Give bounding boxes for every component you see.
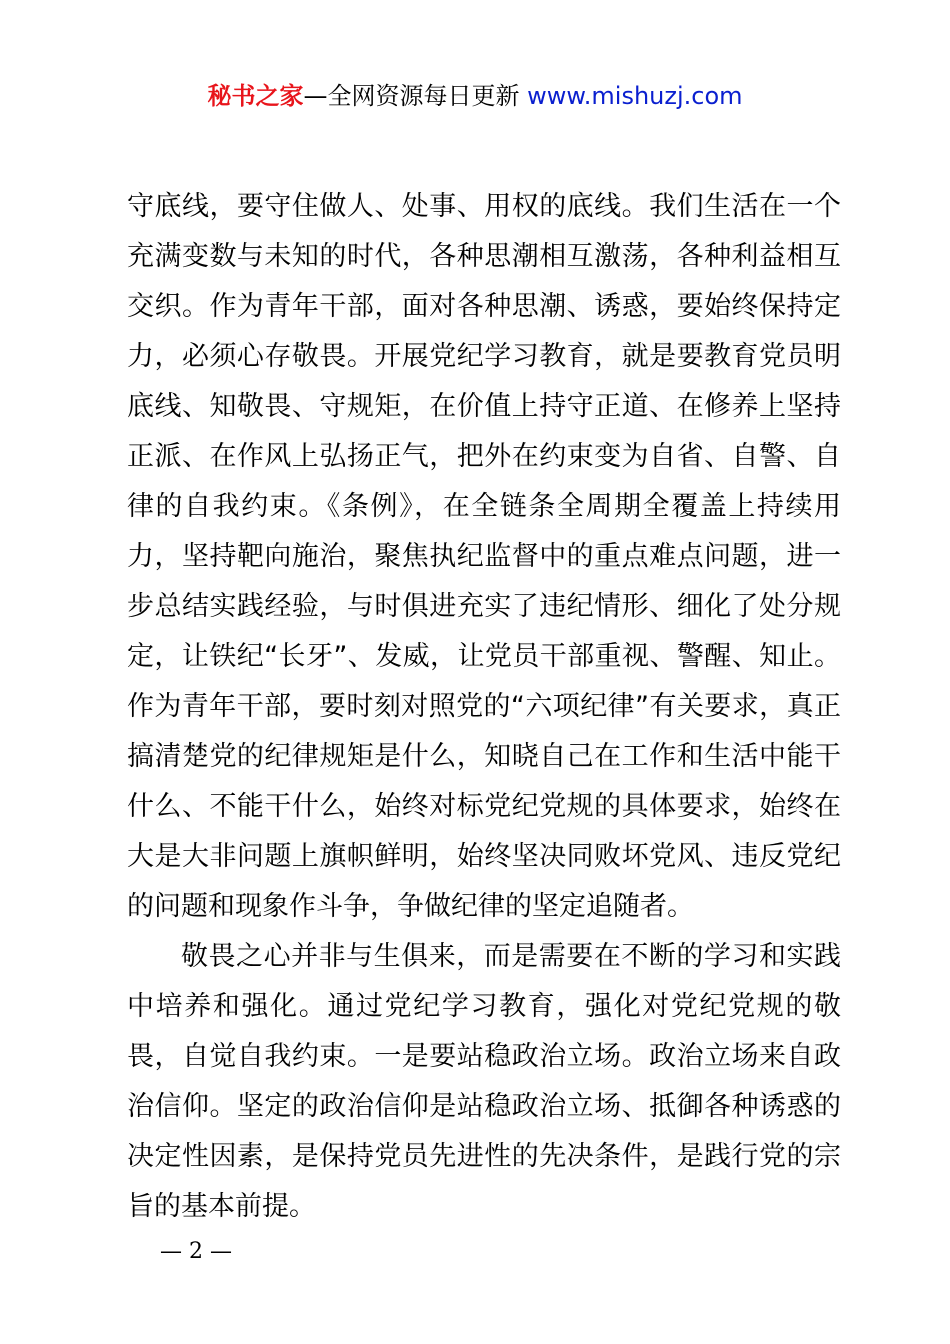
brand-name: 秘书之家 — [207, 82, 304, 110]
paragraph-reverence: 敬畏之心并非与生俱来，而是需要在不断的学习和实践中培养和强化。通过党纪学习教育，强化对党纪党规的敬畏，自觉自我约束。一是要站稳政治立场。政治立场来自政治信仰。坚定的政治信仰是站稳政治立场、抵御各种诱惑的决定性因素，是保持党员先进性的先决条件，是践行党的宗旨的基本前提。 — [127, 941, 841, 1222]
header-tagline: —全网资源每日更新 — [303, 82, 528, 110]
site-url-link[interactable]: www.mishuzj.com — [527, 82, 743, 110]
page-number: — 2 — — [160, 1239, 232, 1264]
document-body — [127, 182, 841, 1232]
paragraph-continued: 守底线，要守住做人、处事、用权的底线。我们生活在一个充满变数与未知的时代，各种思潮相互激荡，各种利益相互交织。作为青年干部，面对各种思潮、诱惑，要始终保持定力，必须心存敬畏。开展党纪学习教育，就是要教育党员明底线、知敬畏、守规矩，在价值上持守正道、在修养上坚持正派、在作风上弘扬正气，把外在约束变为自省、自警、自律的自我约束。《条例》，在全链条全周期全覆盖上持续用力，坚持靶向施治，聚焦执纪监督中的重点难点问题，进一步总结实践经验，与时俱进充实了违纪情形、细化了处分规定，让铁纪“长牙”、发威，让党员干部重视、警醒、知止。作为青年干部，要时刻对照党的“六项纪律”有关要求，真正搞清楚党的纪律规矩是什么，知晓自己在工作和生活中能干什么、不能干什么，始终对标党纪党规的具体要求，始终在大是大非问题上旗帜鲜明，始终坚决同败坏党风、违反党纪的问题和现象作斗争，争做纪律的坚定追随者。 — [127, 191, 841, 922]
site-header — [0, 80, 950, 112]
